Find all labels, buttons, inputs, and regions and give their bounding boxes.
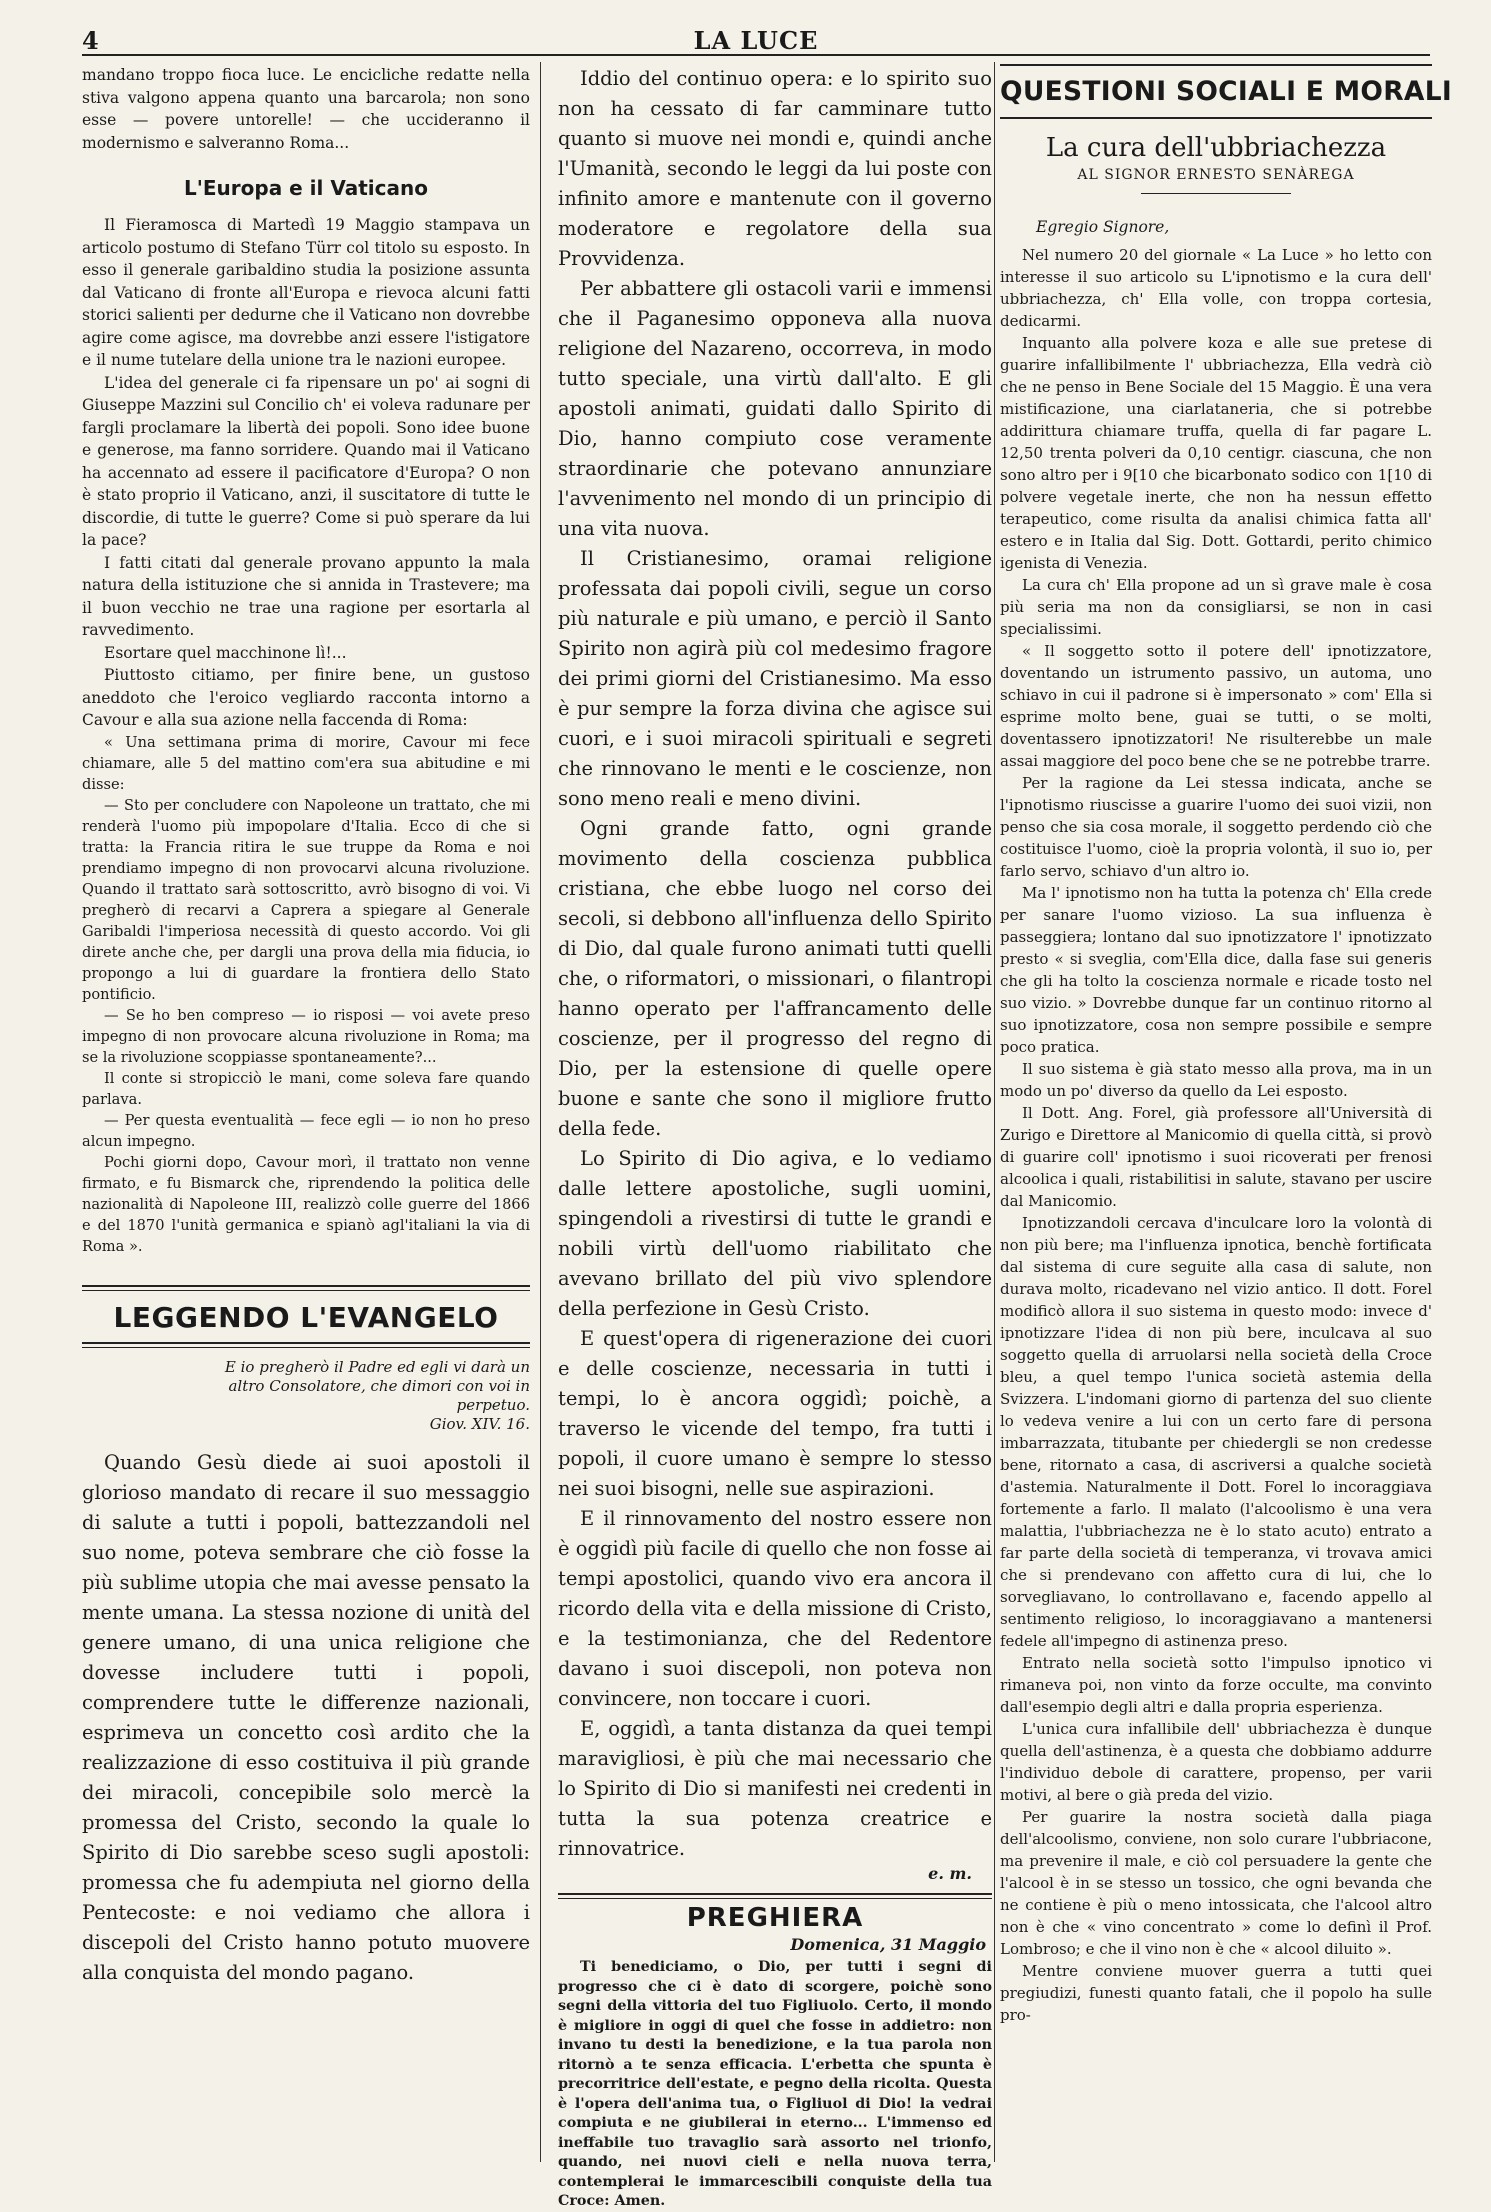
paragraph: Esortare quel macchinone lì!... <box>104 643 347 662</box>
title-rule <box>1141 193 1291 194</box>
leggendo-evangelo-title: LEGGENDO L'EVANGELO <box>113 1300 499 1334</box>
paragraph: E il rinnovamento del nostro essere non è oggidì più facile di quello che non fosse ai tempi apostolici, quando vivo era ancora il ricordo della vita e della missione di Cristo, e la testimonianza, che del Redentore davano i suoi discepoli, non poteva non convincere, non toccare i cuori. <box>558 1507 992 1710</box>
paragraph: Ma l' ipnotismo non ha tutta la potenza ch' Ella crede per sanare l'uomo vizioso. La sua influenza è passeggiera; lontano dal suo ipnotizzatore l' ipnotizzato presto « si sveglia, com'Ella dice, dalla fase sui generis che gli ha tolto la coscienza normale e ricade tosto nel suo vizio. » Dovrebbe dunque far un continuo ritorno al suo ipnotizzatore, cosa non sempre possibile e sempre poco pratica. <box>1000 884 1432 1056</box>
questioni-sociali-title: QUESTIONI SOCIALI E MORALI <box>1000 64 1432 119</box>
paragraph: Il Dott. Ang. Forel, già professore all'Università di Zurigo e Direttore al Manicomio di quella città, si provò di guarire coll' ipnotismo i suoi ricoverati per frenosi alcoolica i quali, ristabilitisi in salute, stavano per uscire dal Manicomio. <box>1000 1104 1432 1210</box>
paragraph: Il suo sistema è già stato messo alla prova, ma in un modo un po' diverso da quello da Lei esposto. <box>1000 1060 1432 1100</box>
intro-paragraph: mandano troppo fioca luce. Le encicliche redatte nella stiva valgono appena quanto una barcarola; non sono esse — povere untorelle! — che uccideranno il modernismo e salveranno Roma... <box>82 66 530 152</box>
paragraph: E quest'opera di rigenerazione dei cuori e delle coscienze, necessaria in tutti i tempi, lo è ancora oggidì; poichè, a traverso le vicende del tempo, fra tutti i popoli, il cuore umano è sempre lo stesso nei suoi bisogni, nelle sue aspirazioni. <box>558 1327 992 1500</box>
paragraph: Per la ragione da Lei stessa indicata, anche se l'ipnotismo riuscisse a guarire l'uomo dei suoi vizii, non penso che sia cosa morale, il soggetto perdendo ciò che costituisce l'uomo, cioè la propria volontà, il suo io, per farlo servo, schiavo d'un altro io. <box>1000 774 1432 880</box>
paragraph: I fatti citati dal generale provano appunto la mala natura della istituzione che si annida in Trastevere; ma il buon vecchio ne trae una ragione per esortarla al ravvedimento. <box>82 553 530 639</box>
paragraph: E, oggidì, a tanta distanza da quei tempi maravigliosi, è più che mai necessario che lo Spirito di Dio si manifesti nei credenti in tutta la sua potenza creatrice e rinnovatrice. <box>558 1717 992 1860</box>
paragraph: Piuttosto citiamo, per finire bene, un gustoso aneddoto che l'eroico vegliardo racconta intorno a Cavour e alla sua azione nella faccenda di Roma: <box>82 666 530 729</box>
ubbriachezza-article <box>1000 244 1432 2026</box>
paragraph: L'idea del generale ci fa ripensare un po' ai sogni di Giuseppe Mazzini sul Concilio ch' ei voleva radunare per fargli proclamare la libertà dei popoli. Sono idee buone e generose, ma fanno sorridere. Quando mai il Vaticano ha accennato ad essere il pacificatore d'Europa? O non è stato proprio il Vaticano, anzi, il suscitatore di tutte le discordie, di tutte le guerre? Come si può sperare da lui la pace? <box>82 373 530 549</box>
paragraph: Per guarire la nostra società dalla piaga dell'alcoolismo, conviene, non solo curare l'ubbriacone, ma prevenire il male, e ciò col persuadere la gente che l'alcool è in se stesso un tossico, che ogni bevanda che ne contiene è più o meno intossicata, che l'alcool altro non è che « vino concentrato » come lo definì il Prof. Lombroso; e che il vino non è che « alcool diluito ». <box>1000 1808 1432 1958</box>
column-divider-2 <box>994 62 995 2162</box>
section-rule <box>558 1893 992 1899</box>
page-number: 4 <box>82 26 99 55</box>
paragraph: Iddio del continuo opera: e lo spirito suo non ha cessato di far camminare tutto quanto si muove nei mondi e, quindi anche l'Umanità, secondo le leggi da lui poste con infinito amore e mantenute con il governo moderatore e regolatore della sua Provvidenza. <box>558 67 992 270</box>
paragraph: La cura ch' Ella propone ad un sì grave male è cosa più seria ma non da consigliarsi, se non in casi specialissimi. <box>1000 576 1432 638</box>
header-rule <box>82 54 1430 56</box>
paragraph: Lo Spirito di Dio agiva, e lo vediamo dalle lettere apostoliche, sugli uomini, spingendoli a rivestirsi di tutte le grandi e nobili virtù dell'uomo riabilitato che avevano brillato del più vivo splendore della perfezione in Gesù Cristo. <box>558 1147 992 1320</box>
quote-paragraph: « Una settimana prima di morire, Cavour mi fece chiamare, alle 5 del mattino com'era sua abitudine e mi disse: <box>82 733 530 793</box>
salutation: Egregio Signore, <box>1036 218 1170 236</box>
quote-paragraph: Il conte si stropicciò le mani, come soleva fare quando parlava. <box>82 1069 530 1108</box>
paragraph: Ipnotizzandoli cercava d'inculcare loro la volontà di non più bere; ma l'influenza ipnotica, benchè fortificata dal sistema di cure seguite alla casa di salute, non durava molto, ricadevano nel vizio antico. Il dott. Forel modificò allora il suo sistema in questo modo: invece d' ipnotizzare l'idea di non più bere, inculcava al suo soggetto quella di arruolarsi nella società della Croce bleu, a quel tempo l'unica società astemia della Svizzera. L'indomani giorno di partenza del suo cliente lo vedeva venire a lui con un certo fare di persona imbarrazzata, titubante per chiedergli se non credesse bene, ritornato a casa, di ascriversi a qualche società d'astemia. Naturalmente il Dott. Forel lo incoraggiava fortemente a farlo. Il malato (l'alcoolismo è una vera malattia, l'ubbriachezza ne è lo stato acuto) entrato a far parte della società di temperanza, vi trovava amici che si prendevano con affetto cura di lui, che lo sorvegliavano, lo controllavano e, facendo appello al sentimento religioso, lo incoraggiavano a mantenersi fedele all'impegno di astinenza preso. <box>1000 1214 1432 1650</box>
quote-paragraph: Pochi giorni dopo, Cavour morì, il trattato non venne firmato, e fu Bismarck che, riprendendo la politica delle nazionalità di Napoleone III, realizzò colle guerre del 1866 e del 1870 l'unità germanica e spianò agl'italiani la via di Roma ». <box>82 1153 530 1255</box>
epigraph-text: E io pregherò il Padre ed egli vi darà un altro Consolatore, che dimori con voi in perpetuo. <box>224 1357 530 1414</box>
page-header <box>82 24 1430 54</box>
prayer-text <box>558 1958 992 2212</box>
paragraph: Entrato nella società sotto l'impulso ipnotico vi rimaneva poi, non vinto da forze occulte, ma convinto dall'esempio degli altri e dalla propria esperienza. <box>1000 1654 1432 1716</box>
paragraph: Inquanto alla polvere koza e alle sue pretese di guarire infallibilmente l' ubbriachezza, Ella vedrà ciò che ne penso in Bene Sociale del 15 Maggio. È una vera mistificazione, una ciarlataneria, che si potrebbe addirittura chiamare truffa, quella di far pagare L. 12,50 trenta polveri da 0,10 centigr. ciascuna, che non sono altro per i 9[10 che bicarbonato sodico con 1[10 di polvere vegetale inerte, che non ha nessun effetto terapeutico, come risulta da analisi chimica fatta all' estero e in Italia dal Sig. Dott. Gottardi, perito chimico igenista di Venezia. <box>1000 334 1432 572</box>
quote-paragraph: — Sto per concludere con Napoleone un trattato, che mi renderà l'uomo più impopolare d'Italia. Ecco di che si tratta: la Francia ritira le sue truppe da Roma e noi prendiamo impegno di non provocarvi alcuna rivoluzione. Quando il trattato sarà sottoscritto, avrò bisogno di voi. Vi pregherò di recarvi a Caprera a spiegare al Generale Garibaldi l'imperiosa necessità di questo accordo. Voi gli direte anche che, per dargli una prova della mia fiducia, io propongo a lui di guardare la frontiera dello Stato pontificio. <box>82 796 530 1003</box>
epigraph <box>82 1358 530 1434</box>
article-title: La cura dell'ubbriachezza <box>1045 133 1387 163</box>
paragraph: Il Cristianesimo, oramai religione professata dai popoli civili, segue un corso più naturale e più umano, e perciò il Santo Spirito non agirà più col medesimo fragore dei primi giorni del Cristianesimo. Ma esso è pur sempre la forza divina che agisce sui cuori, e i suoi miracoli spirituali e segreti che rinnovano le menti e le coscienze, non sono meno reali e meno divini. <box>558 547 992 810</box>
paragraph: L'unica cura infallibile dell' ubbriachezza è dunque quella dell'astinenza, è a questa che dobbiamo addurre l'individuo debole di carattere, propenso, per varii motivi, al bere o già preda del vizio. <box>1000 1720 1432 1804</box>
paragraph: Il Fieramosca di Martedì 19 Maggio stampava un articolo postumo di Stefano Türr col titolo su esposto. In esso il generale garibaldino studia la posizione assunta dal Vaticano di fronte all'Europa e rievoca alcuni fatti storici salienti per dedurne che il Vaticano non dovrebbe agire come agisce, ma dovrebbe anzi essere l'istigatore e il nume tutelare della unione tra le nazioni europee. <box>82 216 530 369</box>
column-divider-1 <box>540 62 541 2162</box>
prayer-title: PREGHIERA <box>686 1903 864 1933</box>
column-3 <box>1000 64 1453 2194</box>
evangelo-continued <box>558 64 992 1864</box>
column-2 <box>558 64 992 2209</box>
epigraph-reference: Giov. XIV. 16. <box>429 1414 530 1433</box>
paragraph: Quando Gesù diede ai suoi apostoli il glorioso mandato di recare il suo messaggio di salute a tutti i popoli, battezzandoli nel suo nome, poteva sembrare che ciò fosse la più sublime utopia che mai avesse pensato la mente umana. La stessa nozione di unità del genere umano, di una unica religione che dovesse includere tutti i popoli, comprendere tutte le differenze nazionali, esprimeva un concetto così ardito che la realizzazione di esso costituiva il più grande dei miracoli, concepibile solo mercè la promessa del Cristo, secondo la quale lo Spirito di Dio sarebbe sceso sugli apostoli: promessa che fu adempiuta nel giorno della Pentecoste: e noi vediamo che allora i discepoli del Cristo hanno potuto muovere alla conquista del mondo pagano. <box>82 1450 530 1984</box>
paragraph: « Il soggetto sotto il potere dell' ipnotizzatore, doventando un istrumento passivo, un automa, uno schiavo in cui il padrone si è impersonato » com' Ella si esprime molto bene, guai se tutti, o se molti, doventassero ipnotizzatori! Ne risulterebbe un male assai maggiore del poco bene che se ne potrebbe trarre. <box>1000 642 1432 770</box>
prayer-date: Domenica, 31 Maggio <box>790 1935 986 1954</box>
paragraph: Ti benediciamo, o Dio, per tutti i segni di progresso che ci è dato di scorgere, poichè sono segni della vittoria del tuo Figliuolo. Certo, il mondo è migliore in oggi di quel che fosse in addietro: non invano tu desti la benedizione, e la tua parola non ritornò a te senza efficacia. L'erbetta che spunta è precorritrice dell'estate, e pegno della ricolta. Questa è l'opera dell'anima tua, o Figliuol di Dio! la vedrai compiuta e ne giubilerai in eterno... L'immenso ed ineffabile tuo travaglio sarà assorto nel trionfo, quando, nei nuovi cieli e nella nuova terra, contemplerai le immarcescibili conquiste della tua Croce: Amen. <box>558 1959 992 2209</box>
paragraph: Mentre conviene muover guerra a tutti quei pregiudizi, funesti quanto fatali, che il popolo ha sulle pro- <box>1000 1962 1432 2024</box>
paragraph: Ogni grande fatto, ogni grande movimento della coscienza pubblica cristiana, che ebbe luogo nel corso dei secoli, si debbono all'influenza dello Spirito di Dio, dal quale furono animati tutti quelli che, o riformatori, o missionari, o filantropi hanno operato per l'affrancamento delle coscienze, per il progresso del regno di Dio, per la estensione di quelle opere buone e sante che sono il migliore frutto della fede. <box>558 817 992 1140</box>
paragraph: Nel numero 20 del giornale « La Luce » ho letto con interesse il suo articolo su L'ipnotismo e la cura dell' ubbriachezza, ch' Ella volle, con troppa cortesia, dedicarmi. <box>1000 246 1432 330</box>
quote-paragraph: — Se ho ben compreso — io risposi — voi avete preso impegno di non provocare alcuna rivoluzione in Roma; ma se la rivoluzione scoppiasse spontaneamente?... <box>82 1006 530 1066</box>
evangelo-article <box>82 1448 530 1988</box>
article-subtitle: AL SIGNOR ERNESTO SENÀREGA <box>1077 167 1355 183</box>
quote-paragraph: — Per questa eventualità — fece egli — io non ho preso alcun impegno. <box>82 1111 530 1150</box>
column-1 <box>82 64 530 2194</box>
author-signature: e. m. <box>928 1864 972 1883</box>
europa-vaticano-title: L'Europa e il Vaticano <box>184 176 428 200</box>
masthead: LA LUCE <box>693 26 819 55</box>
europa-vaticano-article <box>82 214 530 732</box>
section-rule <box>82 1342 530 1348</box>
section-rule <box>82 1285 530 1291</box>
paragraph: Per abbattere gli ostacoli varii e immensi che il Paganesimo opponeva alla nuova religione del Nazareno, occorreva, in modo tutto speciale, una virtù dall'alto. E gli apostoli animati, guidati dallo Spirito di Dio, hanno compiuto cose veramente straordinarie che potevano annunziare l'avvenimento nel mondo di un principio di una vita nuova. <box>558 277 992 540</box>
cavour-quote <box>82 732 530 1257</box>
